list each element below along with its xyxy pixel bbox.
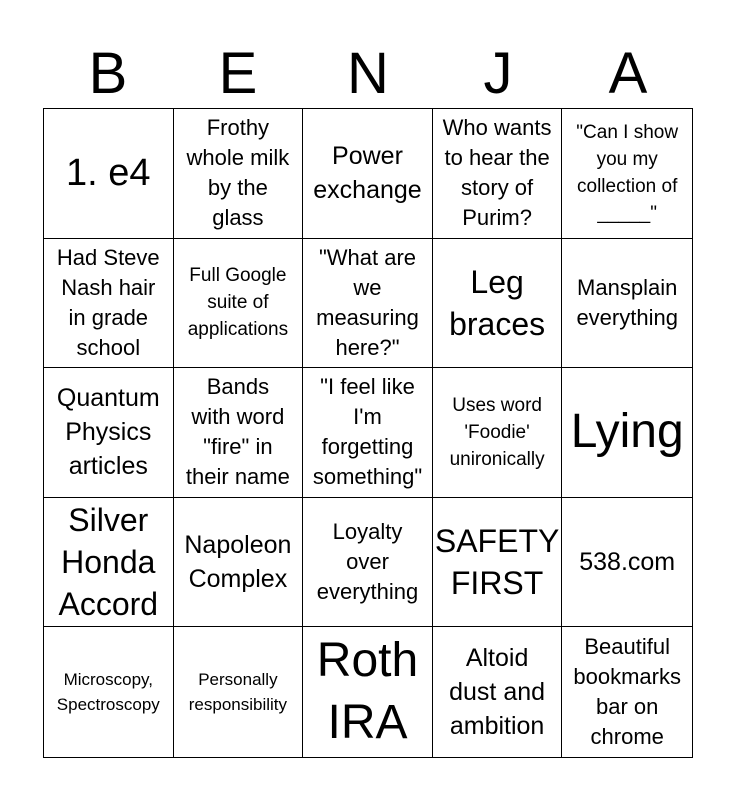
bingo-cell[interactable] bbox=[174, 239, 304, 369]
cell-text: Lying bbox=[570, 405, 684, 459]
cell-text: 1. e4 bbox=[66, 152, 151, 195]
bingo-cell[interactable] bbox=[174, 368, 304, 498]
cell-text: "What are we measuring here?" bbox=[316, 244, 419, 360]
bingo-cell[interactable] bbox=[174, 498, 304, 628]
cell-text: Napoleon Complex bbox=[184, 531, 292, 594]
header-letter-e: E bbox=[218, 41, 258, 106]
bingo-cell[interactable] bbox=[433, 627, 563, 757]
cell-text: Microscopy, Spectroscopy bbox=[56, 670, 160, 715]
cell-text: "I feel like I'm forgetting something" bbox=[312, 374, 423, 490]
bingo-cell[interactable] bbox=[44, 239, 174, 369]
cell-text: Mansplain everything bbox=[576, 274, 678, 330]
bingo-board bbox=[43, 108, 693, 758]
cell-text: "Can I show you my collection of _____" bbox=[576, 122, 679, 225]
bingo-cell[interactable] bbox=[44, 498, 174, 628]
bingo-cell[interactable] bbox=[303, 109, 433, 239]
cell-text: Personally responsibility bbox=[188, 670, 288, 715]
bingo-cell[interactable] bbox=[433, 239, 563, 369]
bingo-cell[interactable] bbox=[562, 368, 692, 498]
cell-text: Leg braces bbox=[449, 263, 546, 342]
cell-text: Quantum Physics articles bbox=[56, 384, 160, 481]
cell-text: Power exchange bbox=[313, 142, 422, 205]
bingo-cell[interactable] bbox=[303, 627, 433, 757]
bingo-cell[interactable] bbox=[174, 627, 304, 757]
cell-text: Loyalty over everything bbox=[316, 519, 419, 605]
bingo-cell[interactable] bbox=[562, 498, 692, 628]
bingo-cell[interactable] bbox=[433, 368, 563, 498]
cell-text: Who wants to hear the story of Purim? bbox=[442, 115, 552, 231]
cell-text: Roth IRA bbox=[316, 634, 419, 750]
bingo-cell[interactable] bbox=[303, 239, 433, 369]
header-letter-a: A bbox=[608, 41, 648, 106]
bingo-cell[interactable] bbox=[303, 368, 433, 498]
bingo-cell[interactable] bbox=[303, 498, 433, 628]
cell-text: Altoid dust and ambition bbox=[449, 644, 546, 741]
bingo-cell[interactable] bbox=[44, 109, 174, 239]
cell-text: 538.com bbox=[579, 548, 676, 577]
bingo-cell[interactable] bbox=[562, 627, 692, 757]
cell-text: Beautiful bookmarks bar on chrome bbox=[573, 634, 681, 750]
bingo-cell[interactable] bbox=[44, 627, 174, 757]
cell-text: Frothy whole milk by the glass bbox=[186, 115, 290, 231]
cell-text: Full Google suite of applications bbox=[187, 265, 289, 341]
cell-text: Had Steve Nash hair in grade school bbox=[56, 244, 160, 360]
bingo-cell[interactable] bbox=[44, 368, 174, 498]
cell-text: SAFETY FIRST bbox=[434, 523, 560, 602]
cell-text: Uses word 'Foodie' unironically bbox=[449, 394, 545, 470]
header-letter-n: N bbox=[347, 41, 389, 106]
bingo-cell[interactable] bbox=[562, 109, 692, 239]
header-letter-b: B bbox=[88, 41, 128, 106]
bingo-cell[interactable] bbox=[562, 239, 692, 369]
cell-text: Bands with word "fire" in their name bbox=[185, 374, 290, 490]
cell-text: Silver Honda Accord bbox=[58, 502, 159, 623]
bingo-cell[interactable] bbox=[433, 498, 563, 628]
header-letter-j: J bbox=[483, 41, 513, 106]
bingo-header bbox=[43, 40, 693, 108]
bingo-cell[interactable] bbox=[433, 109, 563, 239]
bingo-cell[interactable] bbox=[174, 109, 304, 239]
